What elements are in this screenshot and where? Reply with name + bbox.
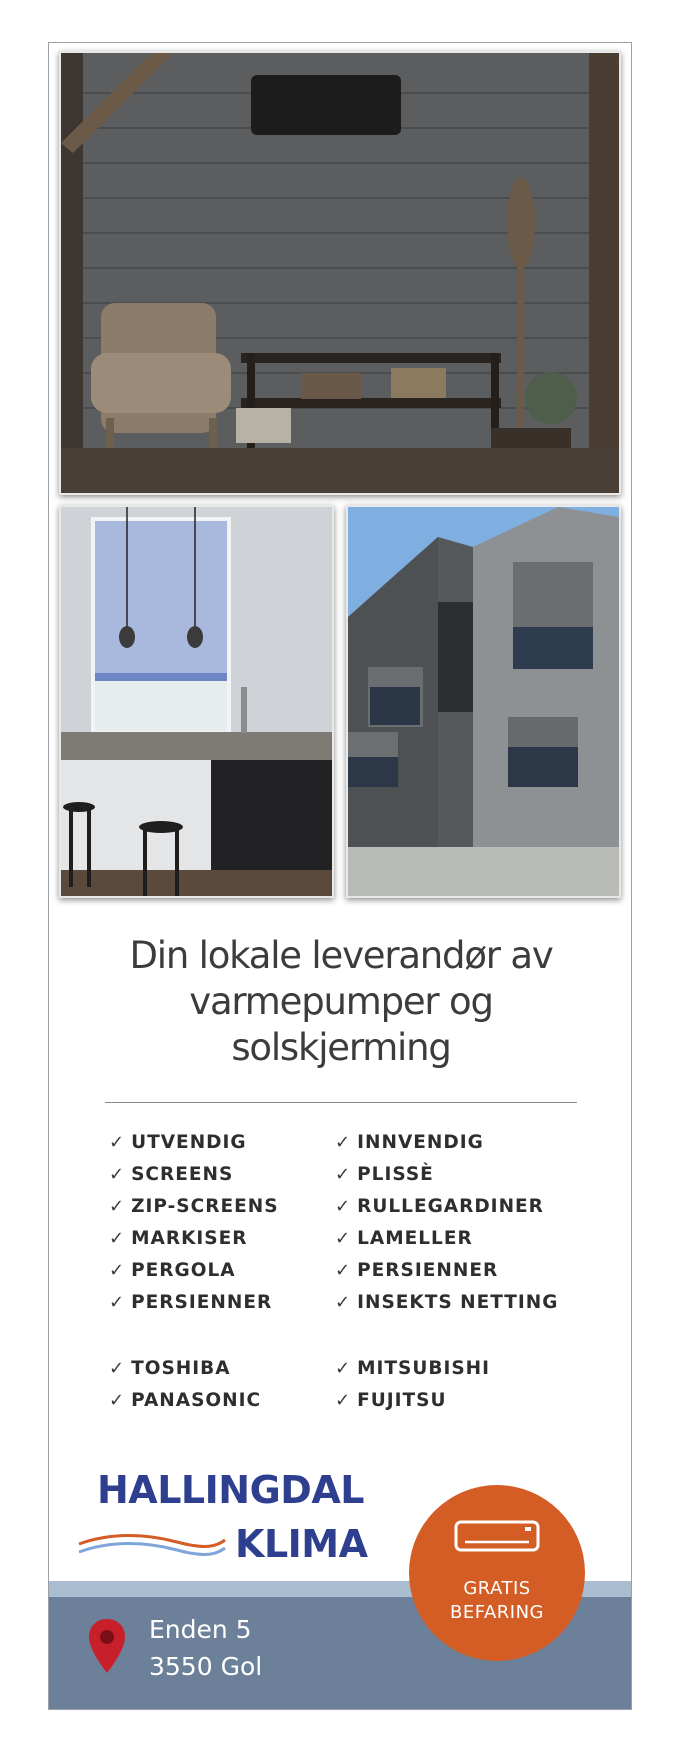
list-item: ✓ LAMELLER	[335, 1227, 473, 1249]
check-icon: ✓	[109, 1227, 126, 1249]
air-conditioner-icon	[453, 1519, 541, 1559]
free-inspection-badge	[409, 1485, 585, 1661]
list-item: ✓ INNVENDIG	[335, 1131, 484, 1153]
headline	[69, 933, 613, 1071]
list-item: ✓ SCREENS	[109, 1163, 234, 1185]
address-city: 3550 Gol	[149, 1652, 263, 1681]
check-icon: ✓	[109, 1195, 126, 1217]
list-item: ✓ ZIP-SCREENS	[109, 1195, 279, 1217]
check-icon: ✓	[335, 1389, 352, 1411]
kitchen-blind-photo	[59, 505, 334, 898]
list-item: ✓ PERSIENNER	[335, 1259, 499, 1281]
list-item: ✓ INSEKTS NETTING	[335, 1291, 559, 1313]
logo-text-hallingdal: HALLINGDAL	[97, 1468, 364, 1512]
list-item: ✓ MARKISER	[109, 1227, 248, 1249]
logo-text-klima: KLIMA	[235, 1522, 368, 1566]
brand-item: ✓ MITSUBISHI	[335, 1357, 491, 1379]
brand-item: ✓ TOSHIBA	[109, 1357, 231, 1379]
list-item: ✓ RULLEGARDINER	[335, 1195, 544, 1217]
check-icon: ✓	[109, 1389, 126, 1411]
list-item: ✓ PERGOLA	[109, 1259, 236, 1281]
check-icon: ✓	[335, 1195, 352, 1217]
check-icon: ✓	[335, 1357, 352, 1379]
map-pin-icon	[87, 1617, 127, 1675]
badge-line-1: GRATIS	[463, 1578, 531, 1599]
list-item: ✓ PLISSÈ	[335, 1163, 434, 1185]
check-icon: ✓	[109, 1131, 126, 1153]
check-icon: ✓	[109, 1259, 126, 1281]
check-icon: ✓	[335, 1259, 352, 1281]
check-icon: ✓	[335, 1163, 352, 1185]
check-icon: ✓	[335, 1291, 352, 1313]
headline-line-3: solskjerming	[231, 1026, 451, 1069]
brand-item: ✓ PANASONIC	[109, 1389, 262, 1411]
brand-item: ✓ FUJITSU	[335, 1389, 447, 1411]
check-icon: ✓	[335, 1131, 352, 1153]
badge-line-2: BEFARING	[450, 1602, 544, 1623]
check-icon: ✓	[109, 1291, 126, 1313]
logo-waves-icon	[77, 1528, 227, 1562]
headline-line-2: varmepumper og	[189, 980, 493, 1023]
list-item: ✓ PERSIENNER	[109, 1291, 273, 1313]
check-icon: ✓	[109, 1357, 126, 1379]
living-room-photo	[59, 51, 621, 495]
check-icon: ✓	[109, 1163, 126, 1185]
address	[149, 1611, 262, 1685]
exterior-screens-photo	[346, 505, 621, 898]
check-icon: ✓	[335, 1227, 352, 1249]
divider	[105, 1102, 577, 1103]
hallingdal-klima-logo	[77, 1468, 377, 1588]
headline-line-1: Din lokale leverandør av	[129, 934, 553, 977]
list-item: ✓ UTVENDIG	[109, 1131, 247, 1153]
ad-frame	[48, 42, 632, 1710]
address-street: Enden 5	[149, 1615, 252, 1644]
